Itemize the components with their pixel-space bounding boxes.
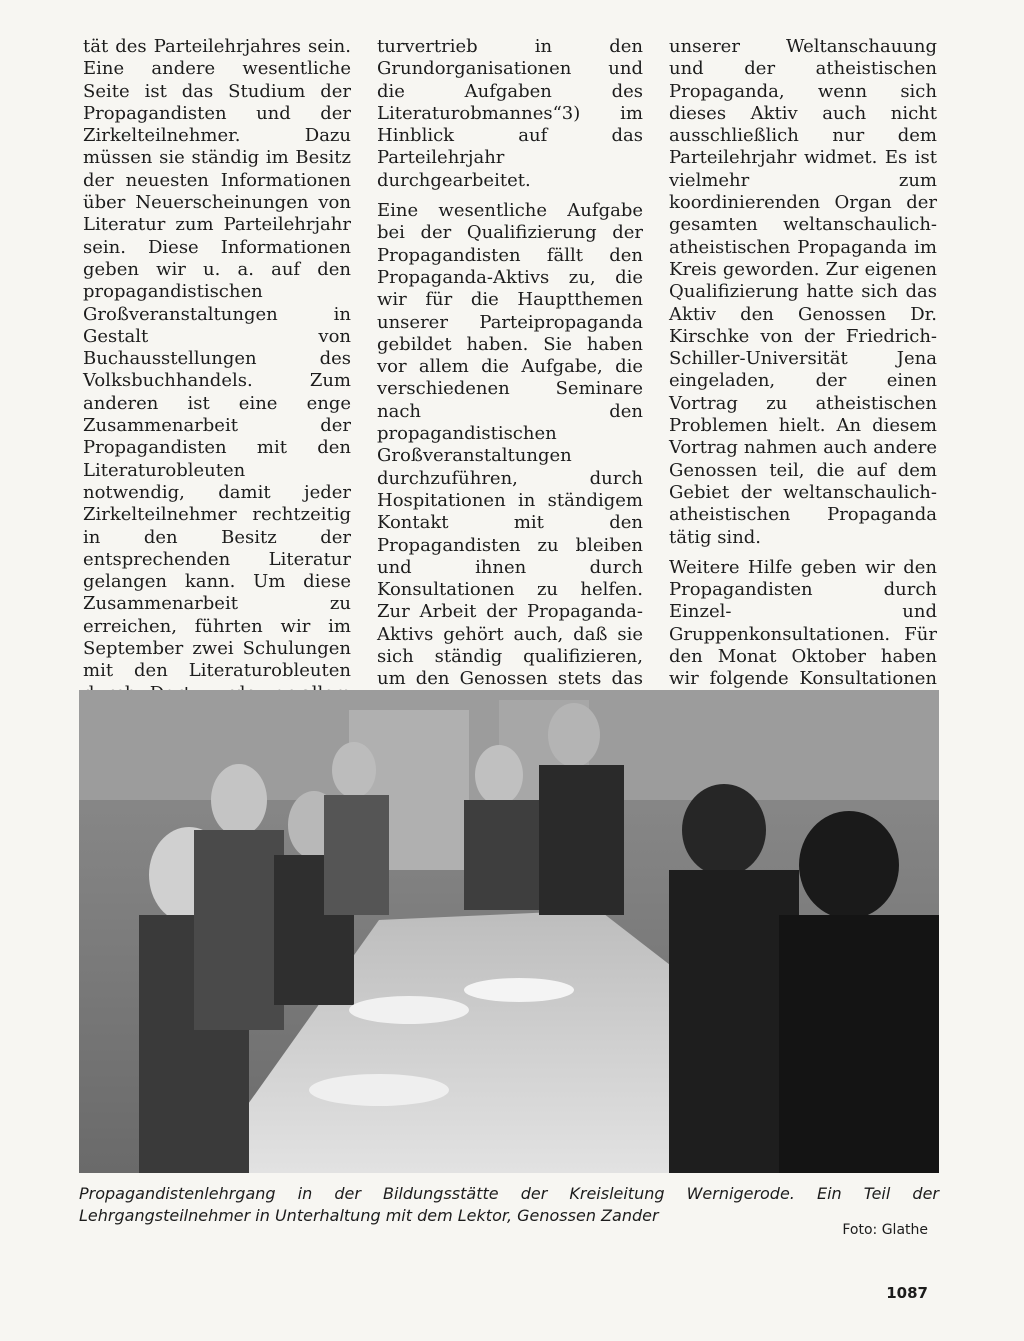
photo-credit: Foto: Glathe xyxy=(842,1222,928,1238)
column-1-paragraph: tät des Parteilehrjahres sein. Eine andere wesentliche Seite ist das Studium der Propagandisten und der Zirkelteilnehmer. Dazu müssen sie ständig im Besitz der neuesten Informationen über Neuerscheinungen von Literatur zum Parteilehrjahr sein. Diese Informationen geben wir u. a. auf den propagandistischen Großveranstaltungen in Gestalt von Buchausstellungen des Volksbuchhandels. Zum anderen ist eine enge Zusammenarbeit der Propagandisten mit den Literaturobleuten notwendig, damit jeder Zirkelteilnehmer rechtzeitig in den Besitz der entsprechenden Literatur gelangen kann. Um diese Zusammenarbeit zu erreichen, führten wir im September zwei Schulungen mit den Literaturobleuten xyxy=(83,36,351,682)
photo-seminar-meeting xyxy=(79,690,939,1173)
page-number: 1087 xyxy=(886,1284,928,1302)
column-2-paragraph-2: Eine wesentliche Aufgabe bei der Qualifizierung der Propagandisten fällt den Propaganda-Aktivs zu, die wir für die Hauptthemen unserer Parteipropaganda gebildet haben. Sie haben vor allem die Aufgabe, die verschiedenen Seminare nach den propagandistischen Großveranstaltungen durchzuführen, durch Hospitationen in ständigem Kontakt mit den Propagandisten zu bleiben und ihnen durch Konsultationen zu helfen. Zur Arbeit der Propaganda-Aktivs gehört auch, daß sie sich ständig qualifizieren, um den Genossen stets das xyxy=(377,200,643,690)
column-2-paragraph-1: turvertrieb in den Grundorganisationen und die Aufgaben des Literaturobmannes“3) im Hinblick auf das Parteilehrjahr durchgearbeitet. xyxy=(377,36,643,191)
photo-caption: Propagandistenlehrgang in der Bildungsstätte der Kreisleitung Wernigerode. Ein Teil der Lehrgangsteilnehmer in Unterhaltung mit dem Lektor, Genossen Zander xyxy=(79,1184,939,1225)
column-3-paragraph-2: Weitere Hilfe geben wir den Propagandisten durch Einzel- und Gruppenkonsultationen. Für den Monat Oktober haben wir folgende Konsultationen xyxy=(669,556,937,690)
column-3-paragraph-1: unserer Weltanschauung und der atheistischen Propaganda, wenn sich dieses Aktiv auch nicht ausschließlich nur dem Parteilehrjahr widmet. Es ist vielmehr zum koordinierenden Organ der gesamten weltanschaulich-atheistischen Propaganda im Kreis geworden. Zur eigenen Qualifizierung hatte sich das Aktiv den Genossen Dr. Kirschke von der Friedrich-Schiller-Universität Jena eingeladen, der einen Vortrag zu atheistischen Problemen hielt. An diesem Vortrag nahmen auch andere Genossen teil, die auf dem Gebiet der weltanschaulich-atheistischen Propaganda tätig sind. xyxy=(669,36,937,548)
photo-illustration xyxy=(79,690,939,1173)
